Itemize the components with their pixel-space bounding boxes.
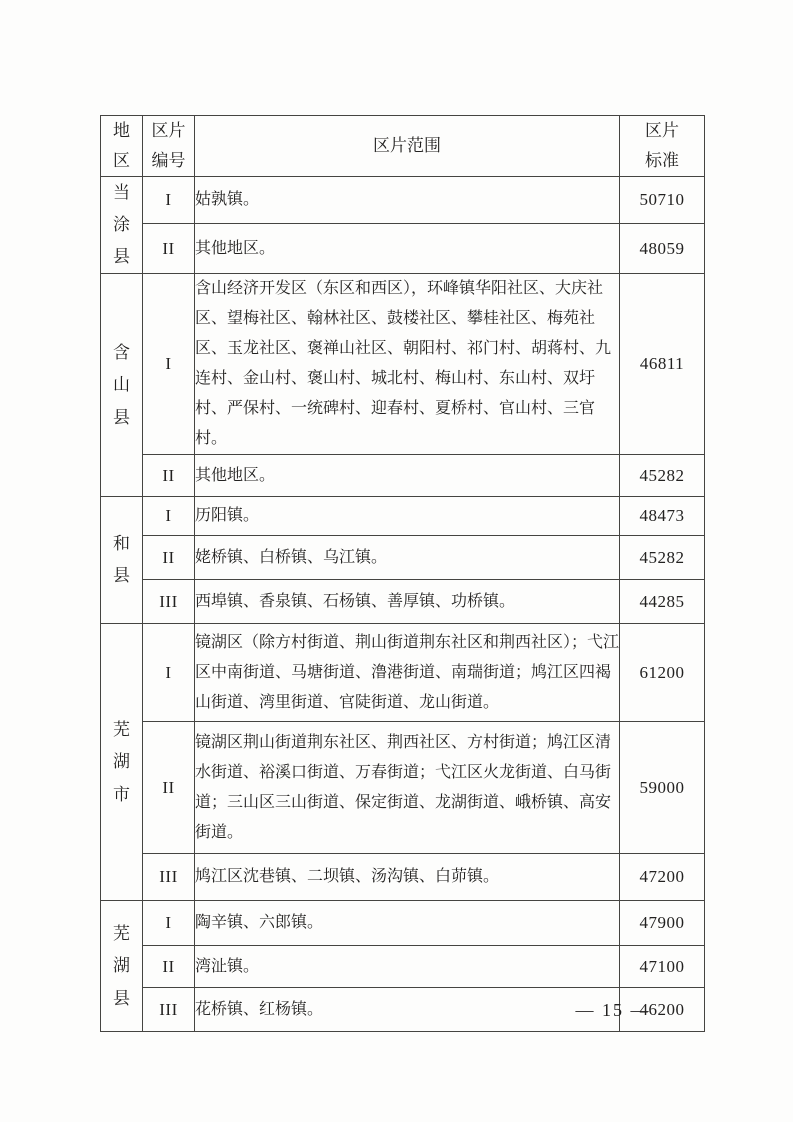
region-label: 芜湖县 — [112, 923, 130, 1008]
zone-number: I — [143, 274, 195, 455]
zone-standard: 61200 — [620, 624, 705, 722]
zone-standard: 45282 — [620, 455, 705, 497]
table-row — [101, 536, 705, 580]
zone-number: II — [143, 536, 195, 580]
zone-number: I — [143, 624, 195, 722]
zone-number: I — [143, 497, 195, 536]
zone-scope: 镜湖区荆山街道荆东社区、荆西社区、方村街道；鸠江区清水街道、裕溪口街道、万春街道；弋江区火龙街道、白马街道；三山区三山街道、保定街道、龙湖街道、峨桥镇、高安街道。 — [195, 722, 620, 854]
header-region — [101, 116, 143, 177]
header-zone-no — [143, 116, 195, 177]
header-zone-standard-label: 区片标准 — [645, 121, 679, 170]
region-cell — [101, 274, 143, 497]
zone-number: I — [143, 176, 195, 224]
region-label: 当涂县 — [112, 182, 130, 267]
zone-standard: 59000 — [620, 722, 705, 854]
zone-scope: 姑孰镇。 — [195, 176, 620, 224]
table-row — [101, 224, 705, 274]
region-label: 含山县 — [112, 342, 130, 427]
header-region-label: 地区 — [112, 121, 130, 170]
region-label: 和县 — [112, 534, 130, 586]
zone-standard: 50710 — [620, 176, 705, 224]
table-row — [101, 624, 705, 722]
zone-standard: 45282 — [620, 536, 705, 580]
table-row — [101, 274, 705, 455]
page-number: — 15 — — [575, 1000, 651, 1020]
zone-standard: 48059 — [620, 224, 705, 274]
table-row — [101, 580, 705, 624]
zone-number: II — [143, 224, 195, 274]
zone-scope: 陶辛镇、六郎镇。 — [195, 901, 620, 946]
header-zone-standard — [620, 116, 705, 177]
zone-scope: 花桥镇、红杨镇。 — [195, 988, 620, 1032]
header-zone-scope — [195, 116, 620, 177]
table-header-row — [101, 116, 705, 177]
zone-standard: 44285 — [620, 580, 705, 624]
zone-table — [100, 115, 705, 1032]
table-row — [101, 854, 705, 901]
zone-scope: 西埠镇、香泉镇、石杨镇、善厚镇、功桥镇。 — [195, 580, 620, 624]
table-row — [101, 176, 705, 224]
zone-standard: 47900 — [620, 901, 705, 946]
zone-standard: 47100 — [620, 946, 705, 988]
zone-number: III — [143, 988, 195, 1032]
zone-scope: 其他地区。 — [195, 455, 620, 497]
zone-scope: 湾沚镇。 — [195, 946, 620, 988]
zone-number: II — [143, 455, 195, 497]
region-cell — [101, 901, 143, 1032]
zone-number: II — [143, 946, 195, 988]
zone-standard: 46200 — [620, 988, 705, 1032]
zone-number: III — [143, 854, 195, 901]
region-label: 芜湖市 — [112, 719, 130, 804]
zone-scope: 含山经济开发区（东区和西区），环峰镇华阳社区、大庆社区、望梅社区、翰林社区、鼓楼社区、攀桂社区、梅苑社区、玉龙社区、褒禅山社区、朝阳村、祁门村、胡蒋村、九连村、金山村、褒山村、城北村、梅山村、东山村、双圩村、严保村、一统碑村、迎春村、夏桥村、官山村、三官村。 — [195, 274, 620, 455]
header-zone-scope-label: 区片范围 — [373, 135, 441, 155]
region-cell — [101, 624, 143, 901]
zone-scope: 鸠江区沈巷镇、二坝镇、汤沟镇、白茆镇。 — [195, 854, 620, 901]
region-cell — [101, 176, 143, 274]
zone-scope: 姥桥镇、白桥镇、乌江镇。 — [195, 536, 620, 580]
zone-number: II — [143, 722, 195, 854]
zone-scope: 其他地区。 — [195, 224, 620, 274]
table-row — [101, 901, 705, 946]
table-row — [101, 497, 705, 536]
zone-standard: 46811 — [620, 274, 705, 455]
zone-scope: 历阳镇。 — [195, 497, 620, 536]
table-row — [101, 455, 705, 497]
table-row — [101, 722, 705, 854]
zone-standard: 48473 — [620, 497, 705, 536]
zone-number: I — [143, 901, 195, 946]
table-row — [101, 946, 705, 988]
zone-number: III — [143, 580, 195, 624]
header-zone-no-label: 区片编号 — [151, 121, 186, 170]
zone-scope: 镜湖区（除方村街道、荆山街道荆东社区和荆西社区）；弋江区中南街道、马塘街道、澛港街道、南瑞街道；鸠江区四褐山街道、湾里街道、官陡街道、龙山街道。 — [195, 624, 620, 722]
zone-standard: 47200 — [620, 854, 705, 901]
region-cell — [101, 497, 143, 624]
